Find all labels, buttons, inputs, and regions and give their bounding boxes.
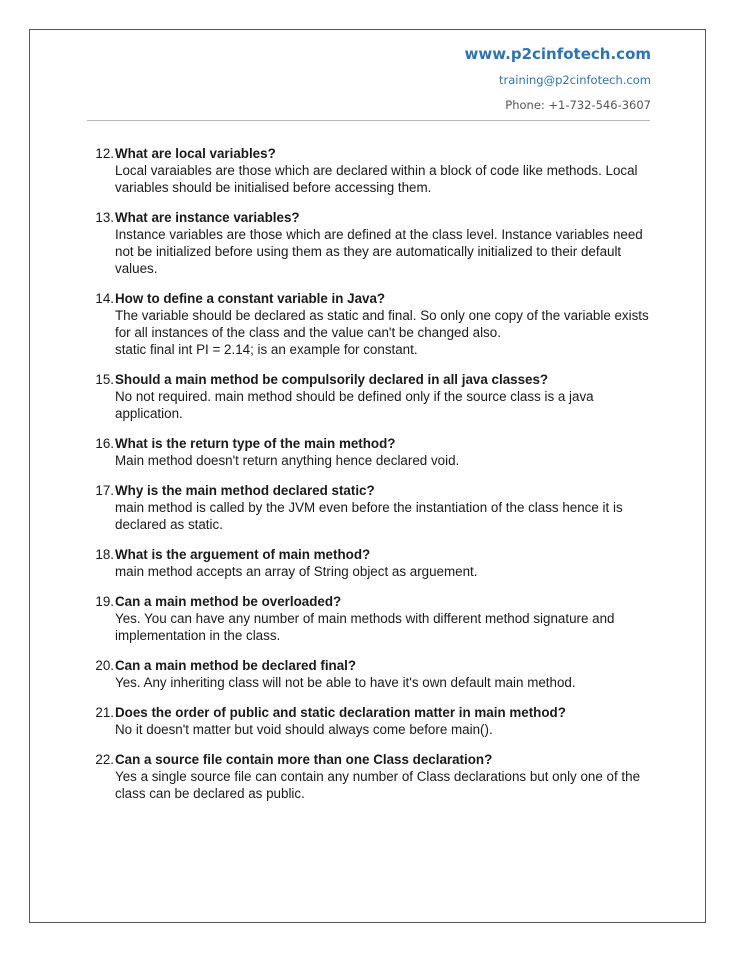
question-item [80,209,650,277]
answer-text: main method accepts an array of String object as arguement. [115,564,478,579]
question-number: 16. [95,436,114,451]
answer-text: No it doesn't matter but void should always come before main(). [115,722,493,737]
website-link[interactable]: www.p2cinfotech.com [464,45,651,63]
question-number: 22. [95,752,114,767]
question-text: Can a main method be declared final? [115,658,357,673]
question-body [115,704,650,738]
answer-text: Yes. You can have any number of main methods with different method signature and implementation in the class. [115,611,615,643]
question-text: Why is the main method declared static? [115,483,375,498]
question-text: What is the arguement of main method? [115,547,371,562]
question-number: 19. [95,594,114,609]
question-body [115,371,650,422]
question-item [80,751,650,802]
question-number: 17. [95,483,114,498]
question-body [115,657,650,691]
question-text: What is the return type of the main method? [115,436,396,451]
question-number: 12. [95,146,114,161]
question-number: 13. [95,210,114,225]
email-link[interactable]: training@p2cinfotech.com [499,73,651,87]
header-divider [87,120,650,121]
question-item [80,145,650,196]
question-item [80,482,650,533]
answer-text: The variable should be declared as static and final. So only one copy of the variable exists for all instances of the class and the value can't be changed also. static final int PI = 2.14; is an example for constant. [115,308,649,357]
question-number: 14. [95,291,114,306]
question-body [115,145,650,196]
answer-text: Local varaiables are those which are declared within a block of code like methods. Local variables should be initialised before accessing them. [115,163,638,195]
question-body [115,209,650,277]
question-text: What are local variables? [115,146,276,161]
question-body [115,593,650,644]
question-body [115,435,650,469]
question-text: Does the order of public and static declaration matter in main method? [115,705,566,720]
question-number: 15. [95,372,114,387]
question-list [80,145,650,815]
question-body [115,482,650,533]
question-text: Should a main method be compulsorily declared in all java classes? [115,372,549,387]
question-item [80,704,650,738]
question-text: Can a main method be overloaded? [115,594,342,609]
question-item [80,290,650,358]
answer-text: Instance variables are those which are defined at the class level. Instance variables need not be initialized before using them as they are automatically initialized to their default values. [115,227,643,276]
question-body [115,546,650,580]
question-body [115,751,650,802]
question-item [80,435,650,469]
question-item [80,371,650,422]
answer-text: Yes. Any inheriting class will not be able to have it's own default main method. [115,675,576,690]
question-number: 21. [95,705,114,720]
question-text: Can a source file contain more than one Class declaration? [115,752,493,767]
answer-text: Yes a single source file can contain any number of Class declarations but only one of the class can be declared as public. [115,769,641,801]
question-text: How to define a constant variable in Java? [115,291,386,306]
question-number: 18. [95,547,114,562]
question-number: 20. [95,658,114,673]
answer-text: Main method doesn't return anything hence declared void. [115,453,460,468]
question-text: What are instance variables? [115,210,300,225]
question-item [80,657,650,691]
question-item [80,593,650,644]
question-item [80,546,650,580]
answer-text: main method is called by the JVM even before the instantiation of the class hence it is declared as static. [115,500,623,532]
page-header [465,44,651,113]
question-body [115,290,650,358]
answer-text: No not required. main method should be defined only if the source class is a java application. [115,389,594,421]
phone-number: Phone: +1-732-546-3607 [505,98,651,112]
